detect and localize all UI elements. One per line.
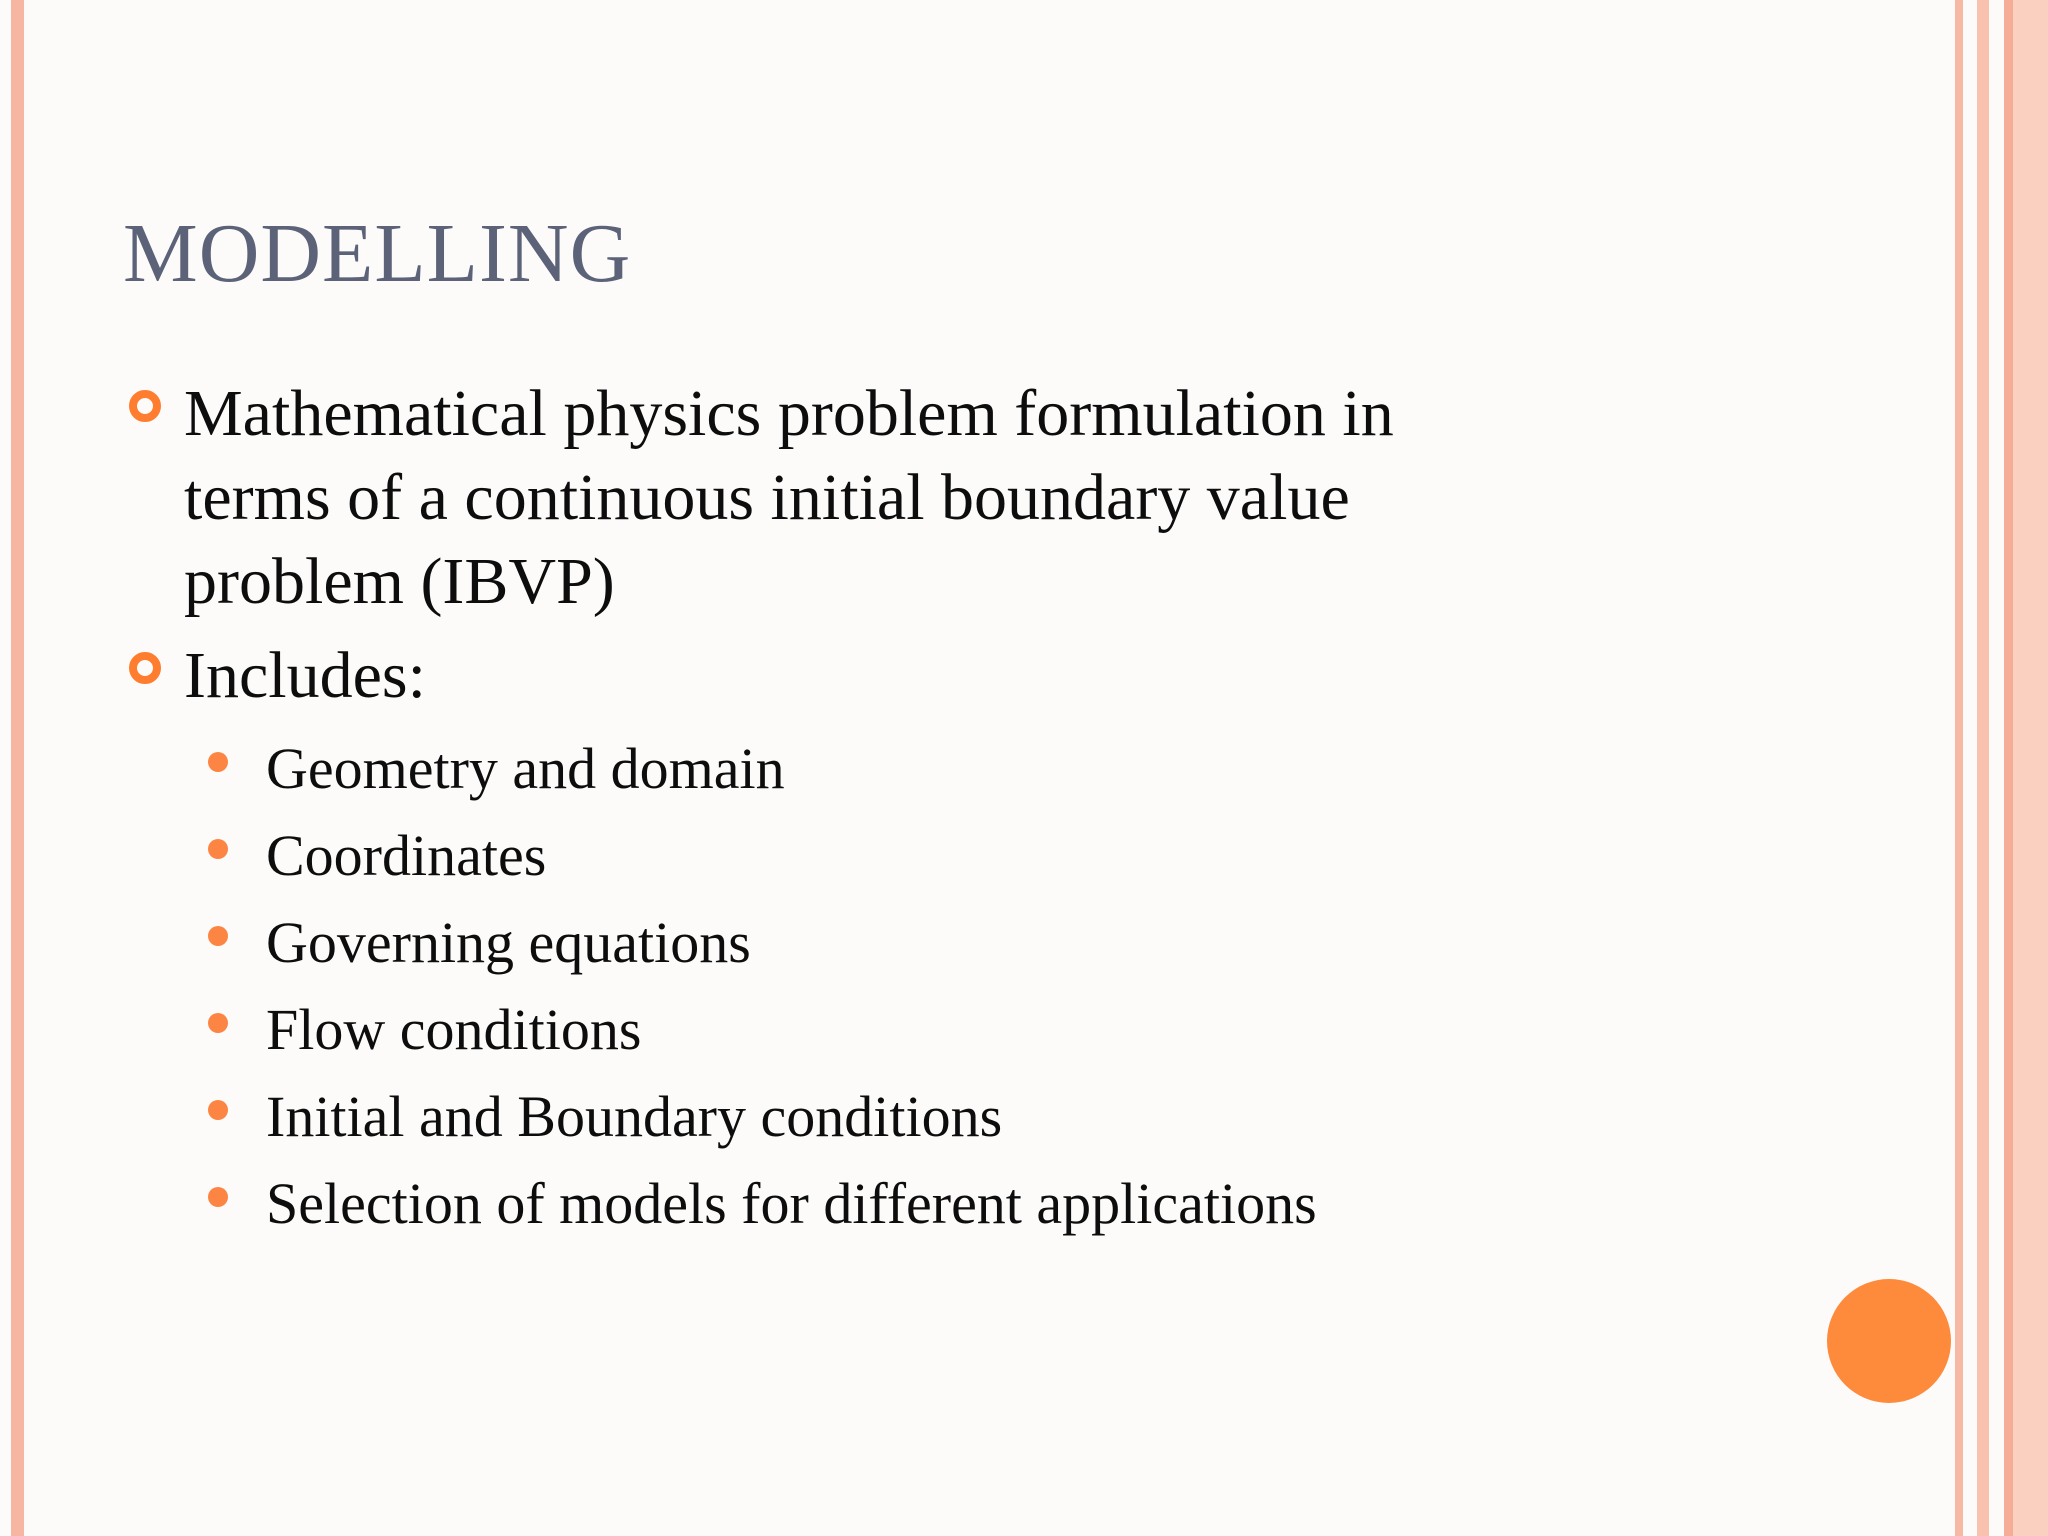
sub-bullet-text: Governing equations — [266, 910, 751, 975]
bullet-text: Includes: — [184, 639, 426, 712]
sublist-container — [128, 725, 1688, 1247]
bullet-text-line: problem (IBVP) — [184, 545, 615, 618]
orange-circle-decoration — [1827, 1279, 1951, 1403]
dot-bullet-icon — [208, 839, 228, 859]
bullet-item — [128, 372, 1688, 624]
bullet-text-line: terms of a continuous initial boundary value — [184, 461, 1350, 534]
dot-bullet-icon — [208, 1100, 228, 1120]
sub-bullet-text: Coordinates — [266, 823, 547, 888]
right-border-stripe — [1977, 0, 1989, 1536]
bullet-item — [128, 634, 1688, 718]
sub-bullet-item — [128, 1073, 1688, 1160]
slide-title: MODELLING — [123, 207, 632, 300]
sub-bullet-item — [128, 725, 1688, 812]
dot-bullet-icon — [208, 1013, 228, 1033]
sub-bullet-item — [128, 986, 1688, 1073]
sub-bullet-text: Selection of models for different applications — [266, 1171, 1317, 1236]
ring-bullet-icon — [129, 652, 161, 684]
right-border-stripe — [2004, 0, 2013, 1536]
dot-bullet-icon — [208, 752, 228, 772]
sub-bullet-list — [128, 725, 1688, 1247]
right-border-stripe — [1955, 0, 1963, 1536]
bullet-list — [128, 372, 1688, 1247]
bullet-text-line: Mathematical physics problem formulation in — [184, 377, 1394, 450]
sub-bullet-item — [128, 812, 1688, 899]
sub-bullet-item — [128, 1160, 1688, 1247]
ring-bullet-icon — [129, 390, 161, 422]
sub-bullet-text: Flow conditions — [266, 997, 642, 1062]
left-border-stripe — [11, 0, 24, 1536]
sub-bullet-item — [128, 899, 1688, 986]
right-border-band — [2013, 0, 2048, 1536]
sub-bullet-text: Geometry and domain — [266, 736, 785, 801]
dot-bullet-icon — [208, 926, 228, 946]
dot-bullet-icon — [208, 1187, 228, 1207]
sub-bullet-text: Initial and Boundary conditions — [266, 1084, 1003, 1149]
